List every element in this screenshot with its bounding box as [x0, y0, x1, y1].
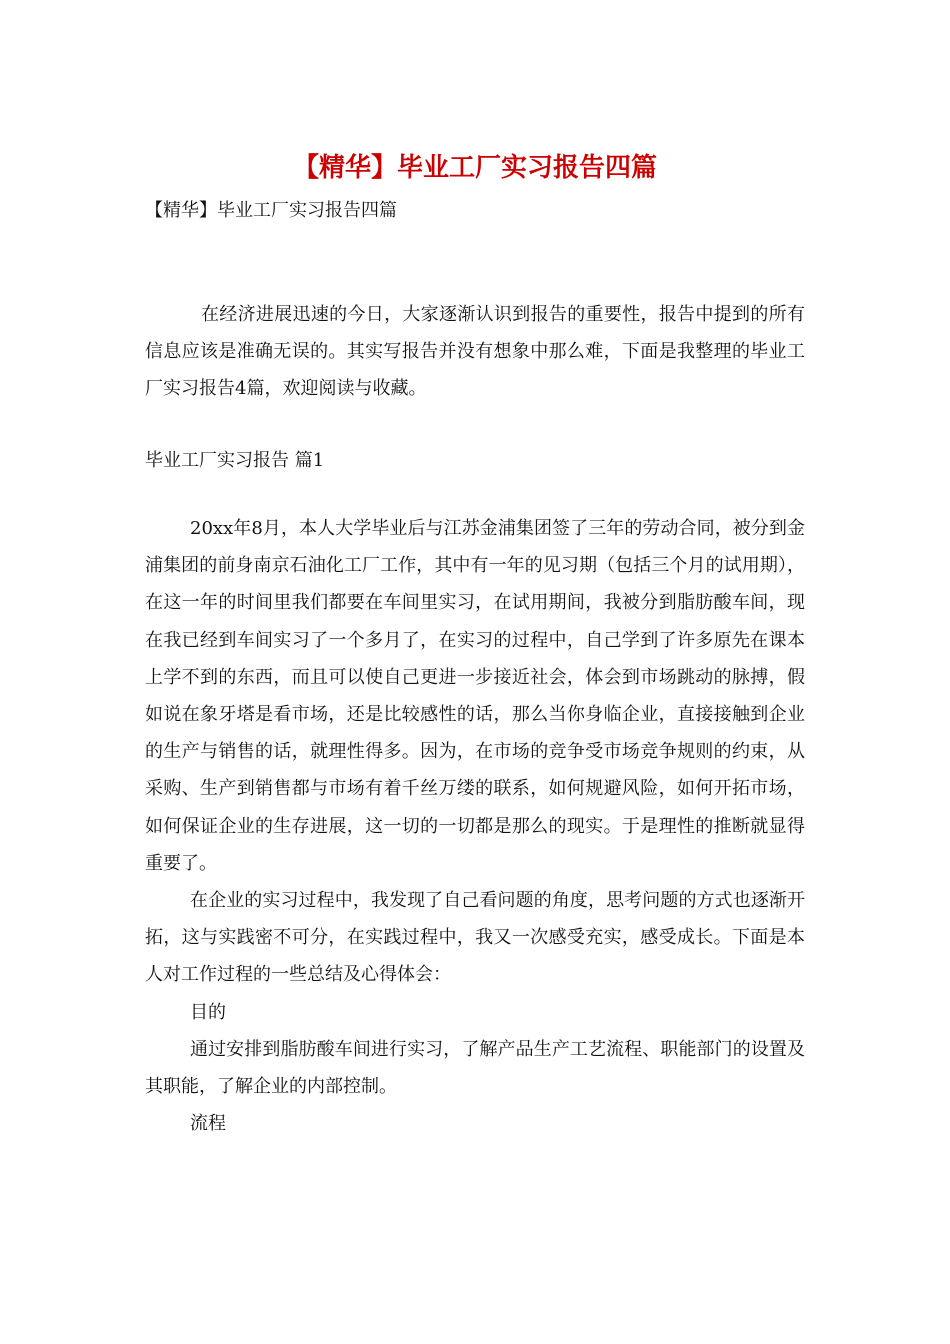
body-paragraph: 在企业的实习过程中，我发现了自己看问题的角度，思考问题的方式也逐渐开拓，这与实践密不可分，在实践过程中，我又一次感受充实，感受成长。下面是本人对工作过程的一些总结及心得体会： — [145, 890, 805, 986]
body-paragraph: 通过安排到脂肪酸车间进行实习，了解产品生产工艺流程、职能部门的设置及其职能，了解企业的内部控制。 — [145, 1038, 805, 1098]
body-paragraph: 20xx年8月，本人大学毕业后与江苏金浦集团签了三年的劳动合同，被分到金浦集团的前身南京石油化工厂工作，其中有一年的见习期（包括三个月的试用期），在这一年的时间里我们都要在车间里实习，在试用期间，我被分到脂肪酸车间，现在我已经到车间实习了一个多月了，在实习的过程中，自己学到了许多原先在课本上学不到的东西，而且可以使自己更进一步接近社会，体会到市场跳动的脉搏，假如说在象牙塔是看市场，还是比较感性的话，那么当你身临企业，直接接触到企业的生产与销售的话，就理性得多。因为，在市场的竞争受市场竞争规则的约束，从采购、生产到销售都与市场有着千丝万缕的联系，如何规避风险，如何开拓市场，如何保证企业的生存进展，这一切的一切都是那么的现实。于是理性的推断就显得重要了。 — [145, 518, 805, 874]
intro-section — [145, 296, 805, 408]
document-subtitle: 【精华】毕业工厂实习报告四篇 — [145, 200, 397, 221]
intro-paragraph: 在经济进展迅速的今日，大家逐渐认识到报告的重要性，报告中提到的所有信息应该是准确无误的。其实写报告并没有想象中那么难，下面是我整理的毕业工厂实习报告4篇，欢迎阅读与收藏。 — [145, 304, 805, 400]
subheading-process: 流程 — [190, 1113, 226, 1135]
subheading-purpose: 目的 — [190, 1001, 226, 1023]
report-body — [145, 510, 805, 1142]
section-heading: 毕业工厂实习报告 篇1 — [145, 450, 325, 471]
document-title: 【精华】毕业工厂实习报告四篇 — [292, 153, 657, 183]
